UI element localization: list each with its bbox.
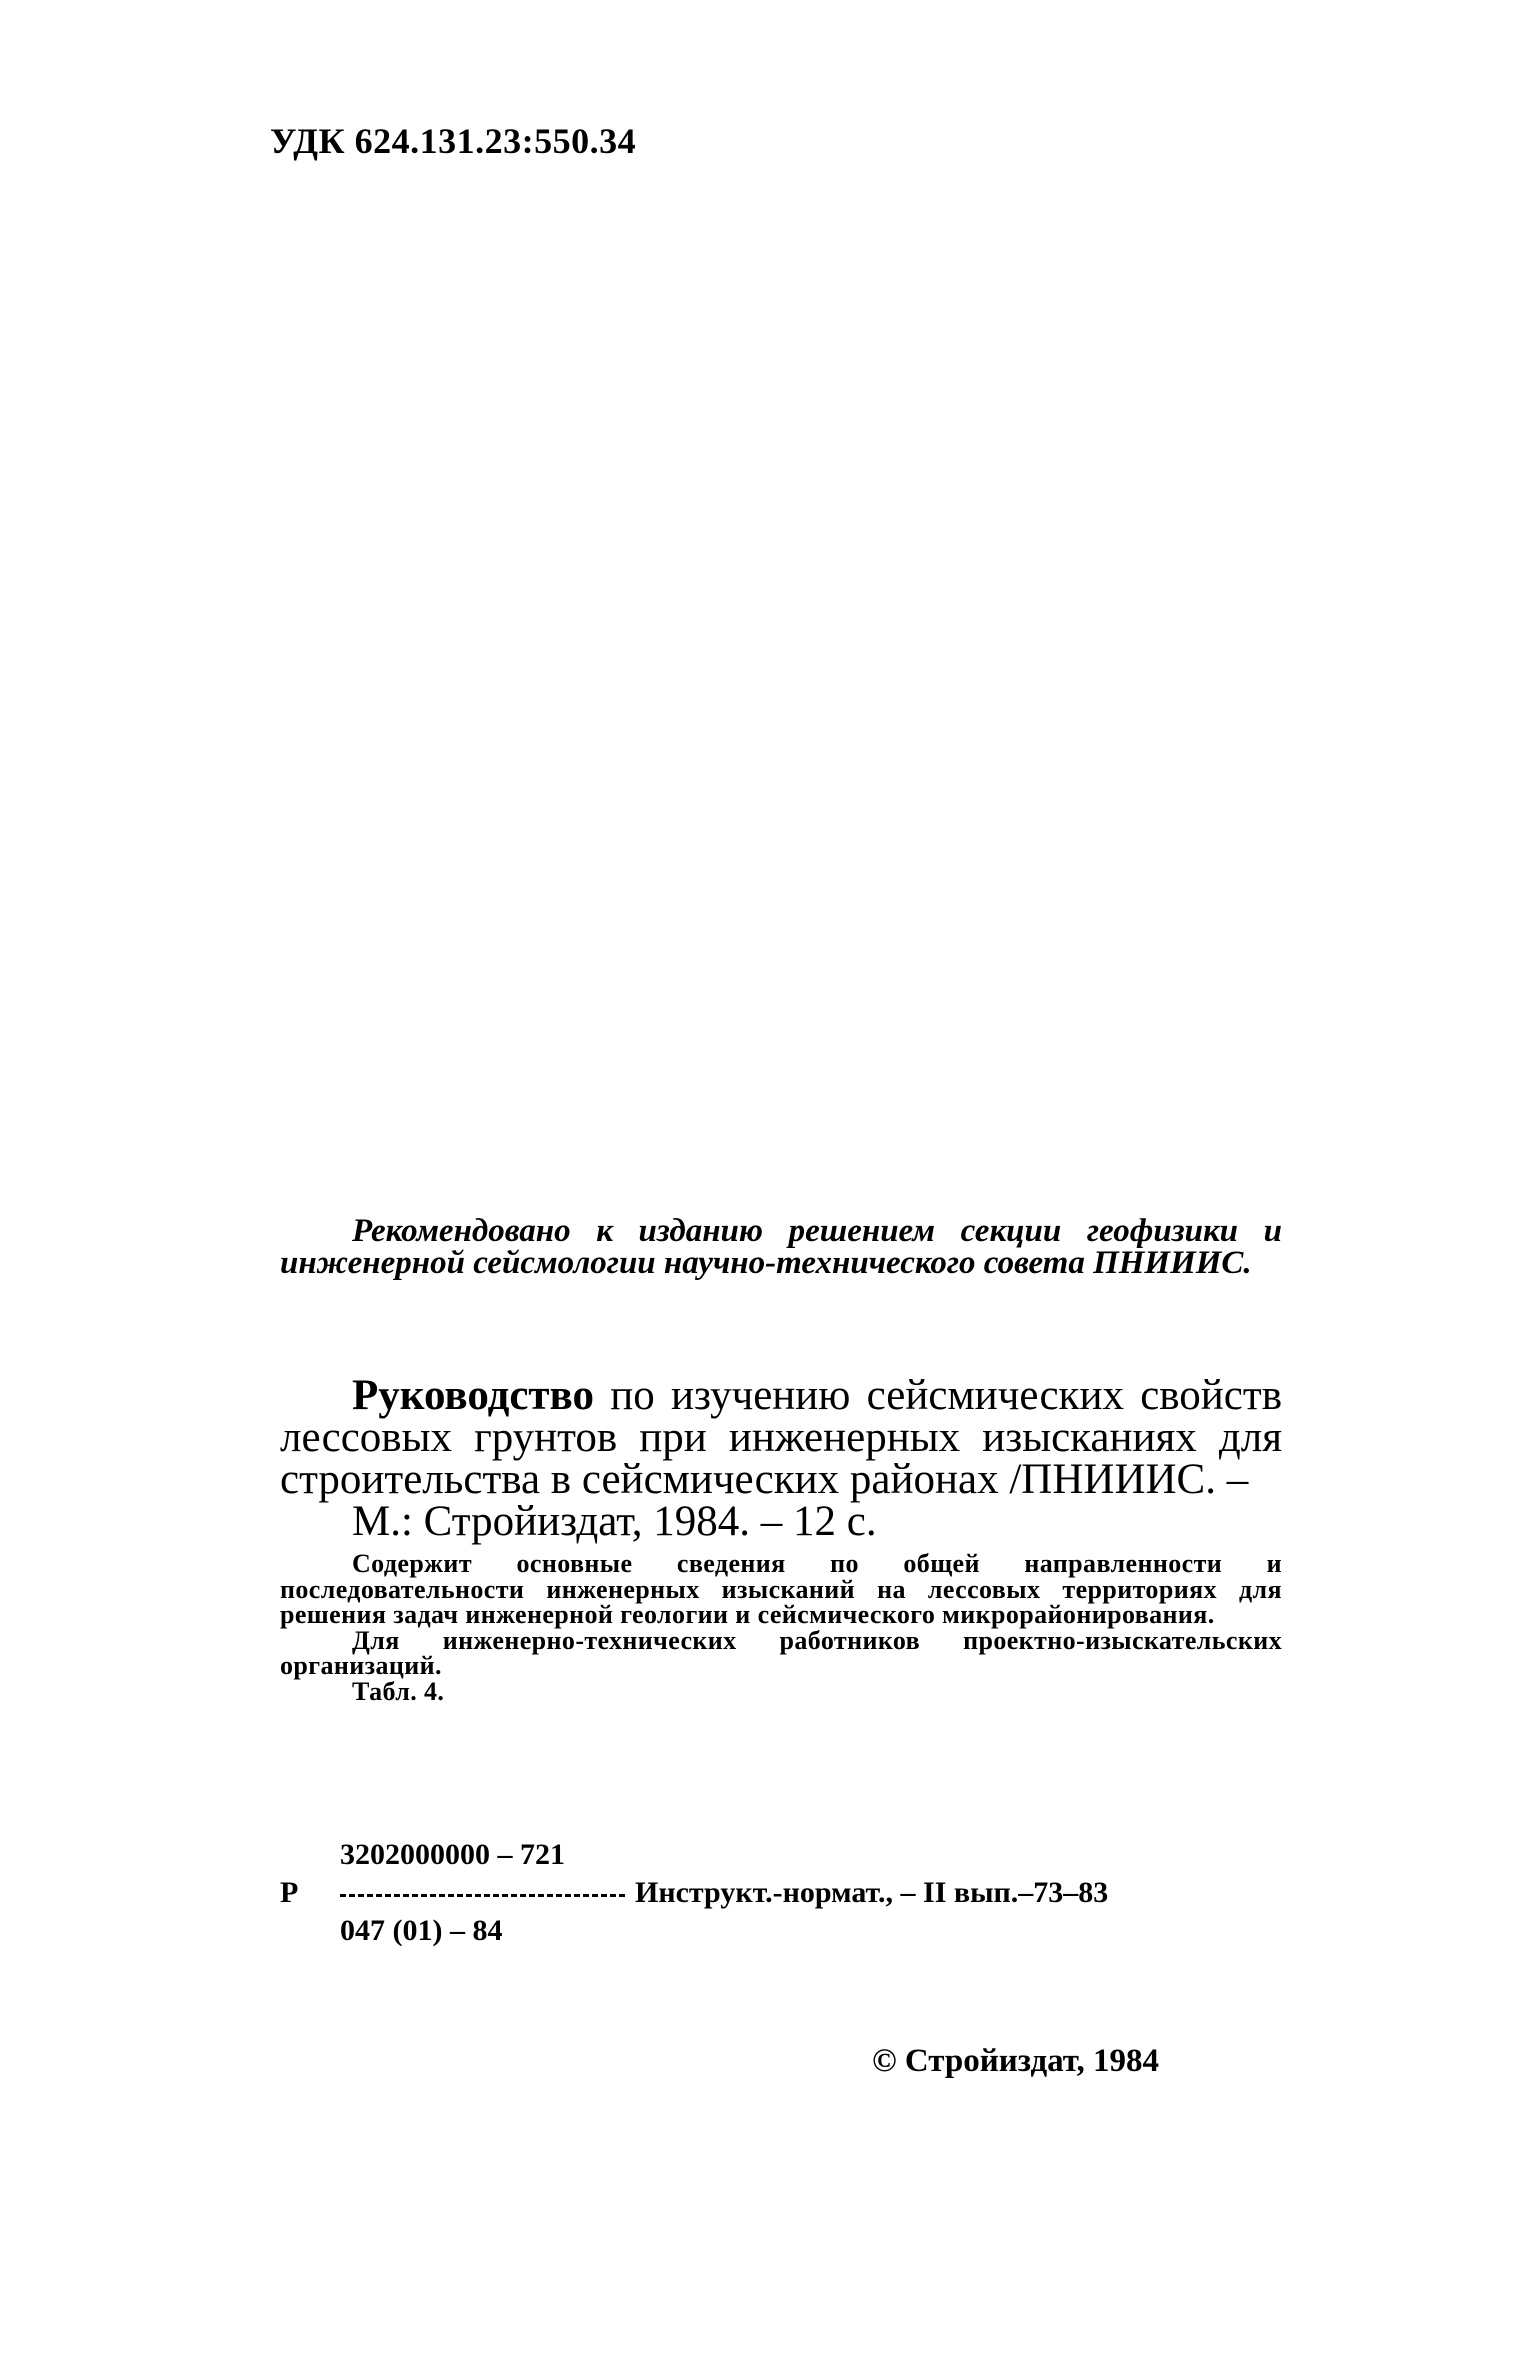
udk-code: УДК 624.131.23:550.34 [270,121,637,161]
title-text: по изучению сейсмических свойств лессовых грунтов при инженерных изысканиях для строительства в сейсмических районах /ПНИИИС. – [280,1372,1282,1503]
index-numerator: 3202000000 – 721 [340,1838,565,1871]
index-denominator: 047 (01) – 84 [340,1914,503,1947]
abstract-tables: Табл. 4. [352,1676,445,1706]
recommendation-note: Рекомендовано к изданию решением секции геофизики и инженерной сейсмологии научно-технического совета ПНИИИС. [280,1213,1282,1281]
abstract-audience: Для инженерно-технических работников проектно-изыскательских организаций. [280,1625,1282,1680]
fraction-dashed-line [340,1894,625,1897]
index-classification: Инструкт.-нормат., – II вып.–73–83 [635,1876,1109,1909]
bibliographic-title [280,1372,1282,1545]
abstract-content: Содержит основные сведения по общей направленности и последовательности инженерных изысканий на лессовых территориях для решения задач инженерной геологии и сейсмического микрорайонирования. [280,1549,1282,1629]
index-letter: Р [280,1876,299,1909]
index-classification-line [340,1876,1108,1910]
title-lead-word: Руководство [352,1372,594,1419]
publication-index [280,1838,1282,1948]
copyright-notice: © Стройиздат, 1984 [872,2043,1160,2079]
abstract [280,1551,1282,1704]
title-imprint: М.: Стройиздат, 1984. – 12 с. [352,1498,877,1545]
